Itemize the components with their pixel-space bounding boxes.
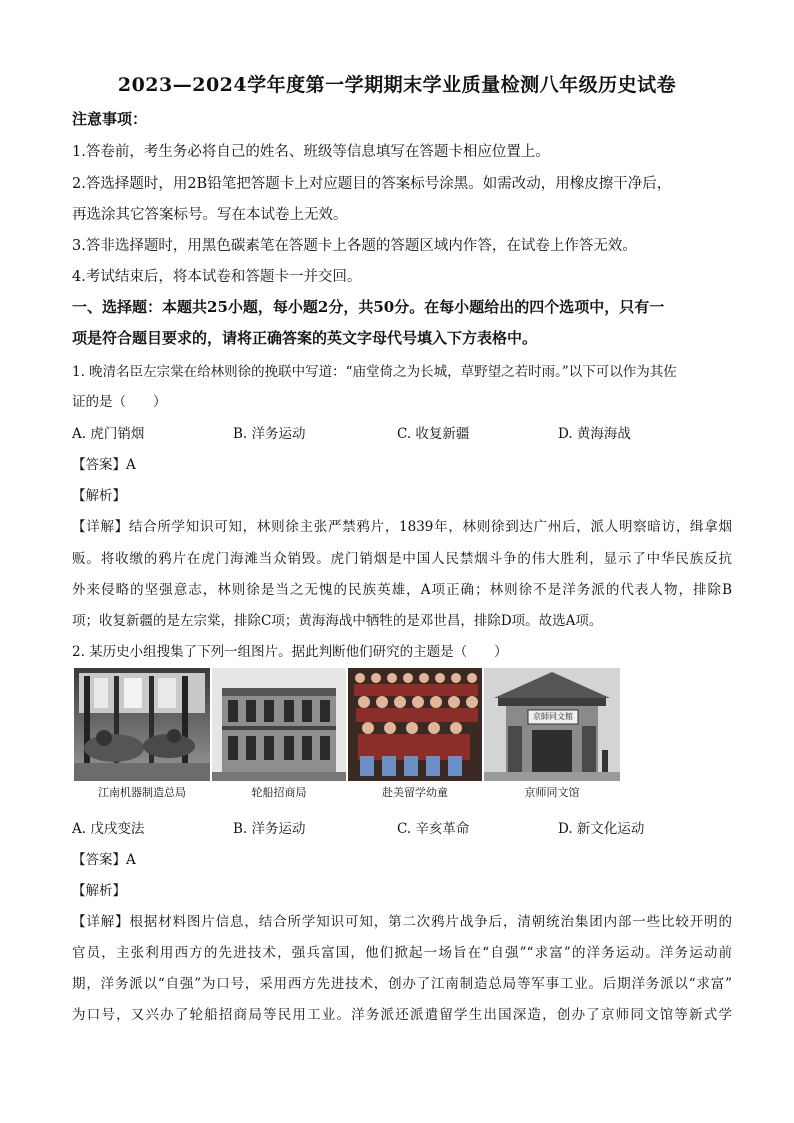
q1-option-d: D. 黄海海战 — [558, 426, 631, 442]
photo-jiangnan-arsenal — [74, 668, 210, 781]
q2-analysis: 【解析】 — [72, 883, 126, 899]
q1-analysis: 【解析】 — [72, 488, 126, 504]
q1-detail-line: 【详解】结合所学知识可知，林则徐主张严禁鸦片，1839年，林则徐到达广州后，派人明察暗访，缉拿烟 — [72, 519, 732, 535]
q1-answer: 【答案】A — [72, 457, 136, 473]
photo-caption: 轮船招商局 — [251, 786, 307, 799]
q2-option-c: C. 辛亥革命 — [397, 821, 470, 837]
notice-item: 4.考试结束后，将本试卷和答题卡一并交回。 — [72, 269, 362, 285]
q1-detail-line: 项；收复新疆的是左宗棠，排除C项；黄海海战中牺牲的是邓世昌，排除D项。故选A项。 — [72, 613, 603, 629]
notice-item: 2.答选择题时，用2B铅笔把答题卡上对应题目的答案标号涂黑。如需改动，用橡皮擦干净后， — [72, 176, 672, 192]
q1-option-a: A. 虎门销烟 — [72, 426, 145, 442]
q1-detail-line: 贩。将收缴的鸦片在虎门海滩当众销毁。虎门销烟是中国人民禁烟斗争的伟大胜利，显示了中华民族反抗 — [72, 551, 732, 567]
q1-stem: 1. 晚清名臣左宗棠在给林则徐的挽联中写道：“庙堂倚之为长城，草野望之若时雨。”以下可以作为其佐 — [72, 364, 677, 380]
notice-item: 3.答非选择题时，用黑色碳素笔在答题卡上各题的答题区域内作答，在试卷上作答无效。 — [72, 238, 637, 254]
q2-option-a: A. 戊戌变法 — [72, 821, 145, 837]
q2-detail-line: 官员，主张利用西方的先进技术，强兵富国，他们掀起一场旨在“自强”“求富”的洋务运动。洋务运动前 — [72, 945, 732, 961]
notice-heading: 注意事项： — [72, 110, 148, 128]
q2-answer: 【答案】A — [72, 852, 136, 868]
gate-sign-text: 京師同文館 — [533, 712, 573, 721]
q1-option-b: B. 洋务运动 — [233, 426, 306, 442]
q2-detail-line: 【详解】根据材料图片信息，结合所学知识可知，第二次鸦片战争后，清朝统治集团内部一些比较开明的 — [72, 914, 732, 930]
photo-students-to-america — [348, 668, 482, 781]
q1-detail-line: 外来侵略的坚强意志，林则徐是当之无愧的民族英雄，A项正确；林则徐不是洋务派的代表人物，排除B — [72, 582, 732, 598]
photo-tongwen-guan — [484, 668, 620, 781]
q2-stem: 2. 某历史小组搜集了下列一组图片。据此判断他们研究的主题是（ ） — [72, 644, 508, 660]
photo-caption: 京师同文馆 — [524, 786, 580, 799]
exam-title: 2023—2024学年度第一学期期末学业质量检测八年级历史试卷 — [117, 74, 677, 96]
notice-item: 再选涂其它答案标号。写在本试卷上无效。 — [72, 207, 348, 223]
photo-china-merchants — [212, 668, 346, 781]
photo-caption: 赴美留学幼童 — [382, 786, 448, 799]
section-heading-line1: 一、选择题：本题共25小题，每小题2分，共50分。在每小题给出的四个选项中，只有一 — [72, 298, 665, 316]
section-heading-line2: 项是符合题目要求的，请将正确答案的英文字母代号填入下方表格中。 — [72, 329, 538, 347]
notice-item: 1.答卷前，考生务必将自己的姓名、班级等信息填写在答题卡相应位置上。 — [72, 144, 550, 160]
q1-option-c: C. 收复新疆 — [397, 426, 470, 442]
q2-detail-line: 期，洋务派以“自强”为口号，采用西方先进技术，创办了江南制造总局等军事工业。后期洋务派以“求富” — [72, 976, 732, 992]
q2-option-b: B. 洋务运动 — [233, 821, 306, 837]
q1-stem-cont: 证的是（ ） — [72, 394, 167, 410]
photo-caption: 江南机器制造总局 — [98, 786, 186, 799]
q2-option-d: D. 新文化运动 — [558, 821, 645, 837]
q2-detail-line: 为口号，又兴办了轮船招商局等民用工业。洋务派还派遣留学生出国深造，创办了京师同文馆等新式学 — [72, 1007, 732, 1023]
